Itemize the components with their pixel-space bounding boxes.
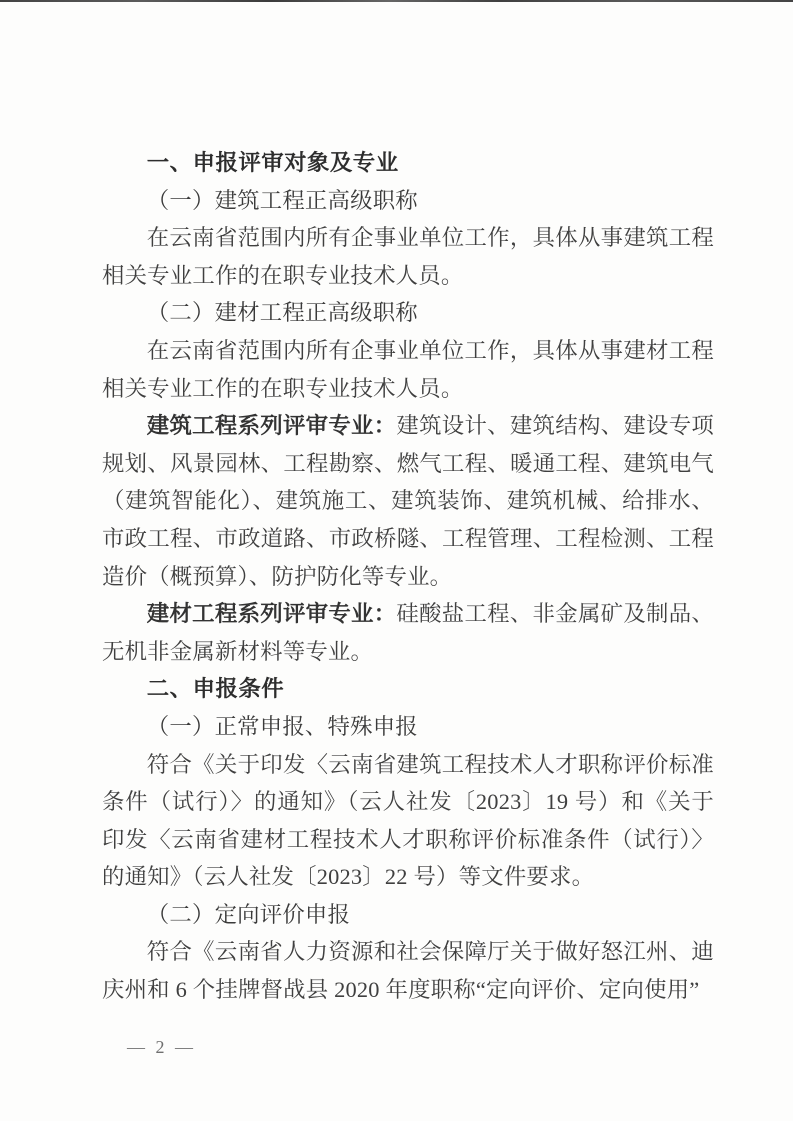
architecture-specialties-list: 建筑设计、建筑结构、建设专项规划、风景园林、工程勘察、燃气工程、暖通工程、建筑电气（建筑智能化）、建筑施工、建筑装饰、建筑机械、给排水、市政工程、市政道路、市政桥隧、工程管理、工程检测、工程造价（概预算）、防护防化等专业。 <box>102 413 714 589</box>
section1-item2-title: （二）建材工程正高级职称 <box>146 300 418 326</box>
materials-specialties-label: 建材工程系列评审专业： <box>146 601 397 627</box>
section2-heading: 二、申报条件 <box>146 676 285 702</box>
materials-specialties-paragraph <box>102 595 714 670</box>
document-body <box>102 144 714 1009</box>
architecture-specialties-paragraph <box>102 407 714 595</box>
section2-item2-title: （二）定向评价申报 <box>146 901 351 927</box>
section2-item1-paragraph: 符合《关于印发〈云南省建筑工程技术人才职称评价标准条件（试行）〉的通知》（云人社发〔2023〕19 号）和《关于印发〈云南省建材工程技术人才职称评价标准条件（试行）〉的通知》（云人社发〔2023〕22 号）等文件要求。 <box>102 751 714 890</box>
section1-heading: 一、申报评审对象及专业 <box>146 150 399 175</box>
scan-artifact-top-edge <box>0 0 793 2</box>
section1-item1-title: （一）建筑工程正高级职称 <box>146 187 418 213</box>
section2-item2-paragraph: 符合《云南省人力资源和社会保障厅关于做好怒江州、迪庆州和 6 个挂牌督战县 2020 年度职称“定向评价、定向使用” <box>102 939 714 1003</box>
section1-item2-paragraph: 在云南省范围内所有企事业单位工作，具体从事建材工程相关专业工作的在职专业技术人员。 <box>102 337 714 401</box>
architecture-specialties-label: 建筑工程系列评审专业： <box>146 413 397 439</box>
materials-specialties-list: 硅酸盐工程、非金属矿及制品、无机非金属新材料等专业。 <box>102 601 714 664</box>
section2-item1-title: （一）正常申报、特殊申报 <box>146 713 418 739</box>
page-number: — 2 — <box>127 1037 196 1057</box>
section1-item1-paragraph: 在云南省范围内所有企事业单位工作，具体从事建筑工程相关专业工作的在职专业技术人员。 <box>102 225 714 288</box>
